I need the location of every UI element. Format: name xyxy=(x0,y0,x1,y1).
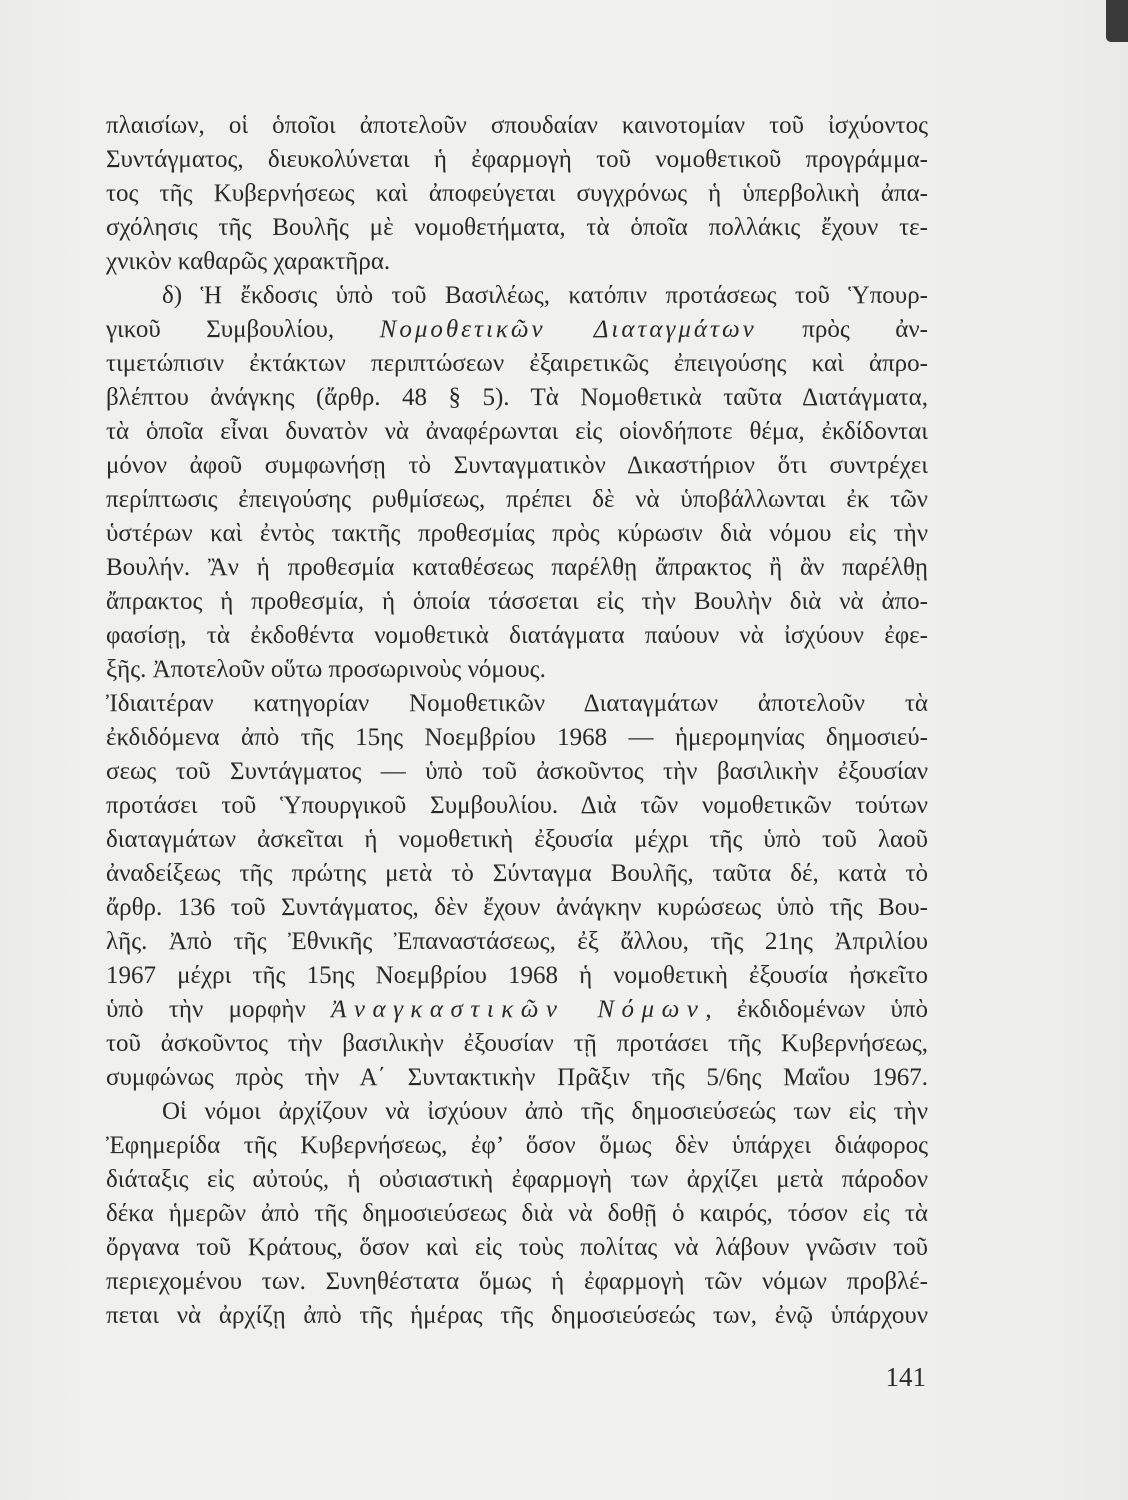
text-line: ἐκδιδόμενα ἀπὸ τῆς 15ης Νοεμβρίου 1968 — ἡμερομηνίας δημοσιεύ- xyxy=(106,724,928,751)
emphasis-text: Νομοθετικῶν Διαταγμάτων xyxy=(379,316,757,343)
scan-edge-mark xyxy=(1106,0,1128,42)
emphasis-text: Ἀναγκαστικῶν Νόμων xyxy=(331,996,706,1023)
text-line xyxy=(106,993,928,1027)
text-line: δ) Ἡ ἔκδοσις ὑπὸ τοῦ Βασιλέως, κατόπιν προτάσεως τοῦ Ὑπουρ- xyxy=(162,282,928,309)
text-line: δέκα ἡμερῶν ἀπὸ τῆς δημοσιεύσεως διὰ νὰ δοθῇ ὁ καιρός, τόσον εἰς τὰ xyxy=(106,1200,928,1227)
text-line: βλέπτου ἀνάγκης (ἄρθρ. 48 § 5). Τὰ Νομοθετικὰ ταῦτα Διατάγματα, xyxy=(106,384,928,411)
text-line: Ἰδιαιτέραν κατηγορίαν Νομοθετικῶν Διαταγμάτων ἀποτελοῦν τὰ xyxy=(106,690,928,717)
paragraph xyxy=(106,687,928,1095)
text-line: περιεχομένου των. Συνηθέστατα ὅμως ἡ ἐφαρμογὴ τῶν νόμων προβλέ- xyxy=(106,1268,928,1295)
text-line: ξῆς. Ἀποτελοῦν οὕτω προσωρινοὺς νόμους. xyxy=(106,656,546,683)
text-line: τιμετώπισιν ἐκτάκτων περιπτώσεων ἐξαιρετικῶς ἐπειγούσης καὶ ἀπρο- xyxy=(106,350,928,377)
paragraph xyxy=(106,109,928,279)
text-line: τος τῆς Κυβερνήσεως καὶ ἀποφεύγεται συγχρόνως ἡ ὑπερβολικὴ ἀπα- xyxy=(106,180,928,207)
text-line: προτάσει τοῦ Ὑπουργικοῦ Συμβουλίου. Διὰ τῶν νομοθετικῶν τούτων xyxy=(106,792,928,819)
text-line: σεως τοῦ Συντάγματος — ὑπὸ τοῦ ἀσκοῦντος τὴν βασιλικὴν ἐξουσίαν xyxy=(106,758,928,785)
text-line: χνικὸν καθαρῶς χαρακτῆρα. xyxy=(106,248,391,275)
paragraph xyxy=(106,279,928,687)
text-line: ἀναδείξεως τῆς πρώτης μετὰ τὸ Σύνταγμα Βουλῆς, ταῦτα δέ, κατὰ τὸ xyxy=(106,860,928,887)
text-line: τοῦ ἀσκοῦντος τὴν βασιλικὴν ἐξουσίαν τῇ προτάσει τῆς Κυβερνήσεως, xyxy=(106,1030,928,1057)
text-line: Βουλήν. Ἂν ἡ προθεσμία καταθέσεως παρέλθῃ ἄπρακτος ἢ ἂν παρέλθῃ xyxy=(106,554,928,581)
text-line: πεται νὰ ἀρχίζῃ ἀπὸ τῆς ἡμέρας τῆς δημοσιεύσεώς των, ἐνῷ ὑπάρχουν xyxy=(106,1302,928,1329)
line-segment: πρὸς ἀν- xyxy=(802,316,928,343)
text-line: φασίσῃ, τὰ ἐκδοθέντα νομοθετικὰ διατάγματα παύουν νὰ ἰσχύουν ἐφε- xyxy=(106,622,928,649)
text-line: μόνον ἀφοῦ συμφωνήσῃ τὸ Συνταγματικὸν Δικαστήριον ὅτι συντρέχει xyxy=(106,452,928,479)
paragraph xyxy=(106,1095,928,1333)
text-line: Οἱ νόμοι ἀρχίζουν νὰ ἰσχύουν ἀπὸ τῆς δημοσιεύσεώς των εἰς τὴν xyxy=(162,1098,928,1125)
line-segment: , ἐκδιδομένων ὑπὸ xyxy=(705,996,929,1023)
body-text xyxy=(106,109,928,1333)
text-line: 1967 μέχρι τῆς 15ης Νοεμβρίου 1968 ἡ νομοθετικὴ ἐξουσία ἠσκεῖτο xyxy=(106,962,928,989)
text-line: Ἐφημερίδα τῆς Κυβερνήσεως, ἐφ’ ὅσον ὅμως δὲν ὑπάρχει διάφορος xyxy=(106,1132,928,1159)
text-line: τὰ ὁποῖα εἶναι δυνατὸν νὰ ἀναφέρωνται εἰς οἱονδήποτε θέμα, ἐκδίδονται xyxy=(106,418,928,445)
text-line: ὄργανα τοῦ Κράτους, ὅσον καὶ εἰς τοὺς πολίτας νὰ λάβουν γνῶσιν τοῦ xyxy=(106,1234,928,1261)
text-line: ὑστέρων καὶ ἐντὸς τακτῆς προθεσμίας πρὸς κύρωσιν διὰ νόμου εἰς τὴν xyxy=(106,520,928,547)
text-line: συμφώνως πρὸς τὴν Α΄ Συντακτικὴν Πρᾶξιν τῆς 5/6ης Μαΐου 1967. xyxy=(106,1064,928,1091)
text-line: ἄπρακτος ἡ προθεσμία, ἡ ὁποία τάσσεται εἰς τὴν Βουλὴν διὰ νὰ ἀπο- xyxy=(106,588,928,615)
text-line xyxy=(106,313,928,347)
text-line: σχόλησις τῆς Βουλῆς μὲ νομοθετήματα, τὰ ὁποῖα πολλάκις ἔχουν τε- xyxy=(106,214,928,241)
text-line: διάταξις εἰς αὐτούς, ἡ οὐσιαστικὴ ἐφαρμογὴ των ἀρχίζει μετὰ πάροδον xyxy=(106,1166,928,1193)
text-line: Συντάγματος, διευκολύνεται ἡ ἐφαρμογὴ τοῦ νομοθετικοῦ προγράμμα- xyxy=(106,146,928,173)
line-segment: γικοῦ Συμβουλίου, xyxy=(106,316,335,343)
text-line: διαταγμάτων ἀσκεῖται ἡ νομοθετικὴ ἐξουσία μέχρι τῆς ὑπὸ τοῦ λαοῦ xyxy=(106,826,928,853)
text-line: λῆς. Ἀπὸ τῆς Ἐθνικῆς Ἐπαναστάσεως, ἐξ ἄλλου, τῆς 21ης Ἀπριλίου xyxy=(106,928,928,955)
page-number: 141 xyxy=(885,1362,926,1392)
line-segment: ὑπὸ τὴν μορφὴν xyxy=(106,996,306,1023)
text-line: περίπτωσις ἐπειγούσης ρυθμίσεως, πρέπει δὲ νὰ ὑποβάλλωνται ἐκ τῶν xyxy=(106,486,928,513)
text-line: πλαισίων, οἱ ὁποῖοι ἀποτελοῦν σπουδαίαν καινοτομίαν τοῦ ἰσχύοντος xyxy=(106,112,928,139)
text-line: ἄρθρ. 136 τοῦ Συντάγματος, δὲν ἔχουν ἀνάγκην κυρώσεως ὑπὸ τῆς Βου- xyxy=(106,894,928,921)
